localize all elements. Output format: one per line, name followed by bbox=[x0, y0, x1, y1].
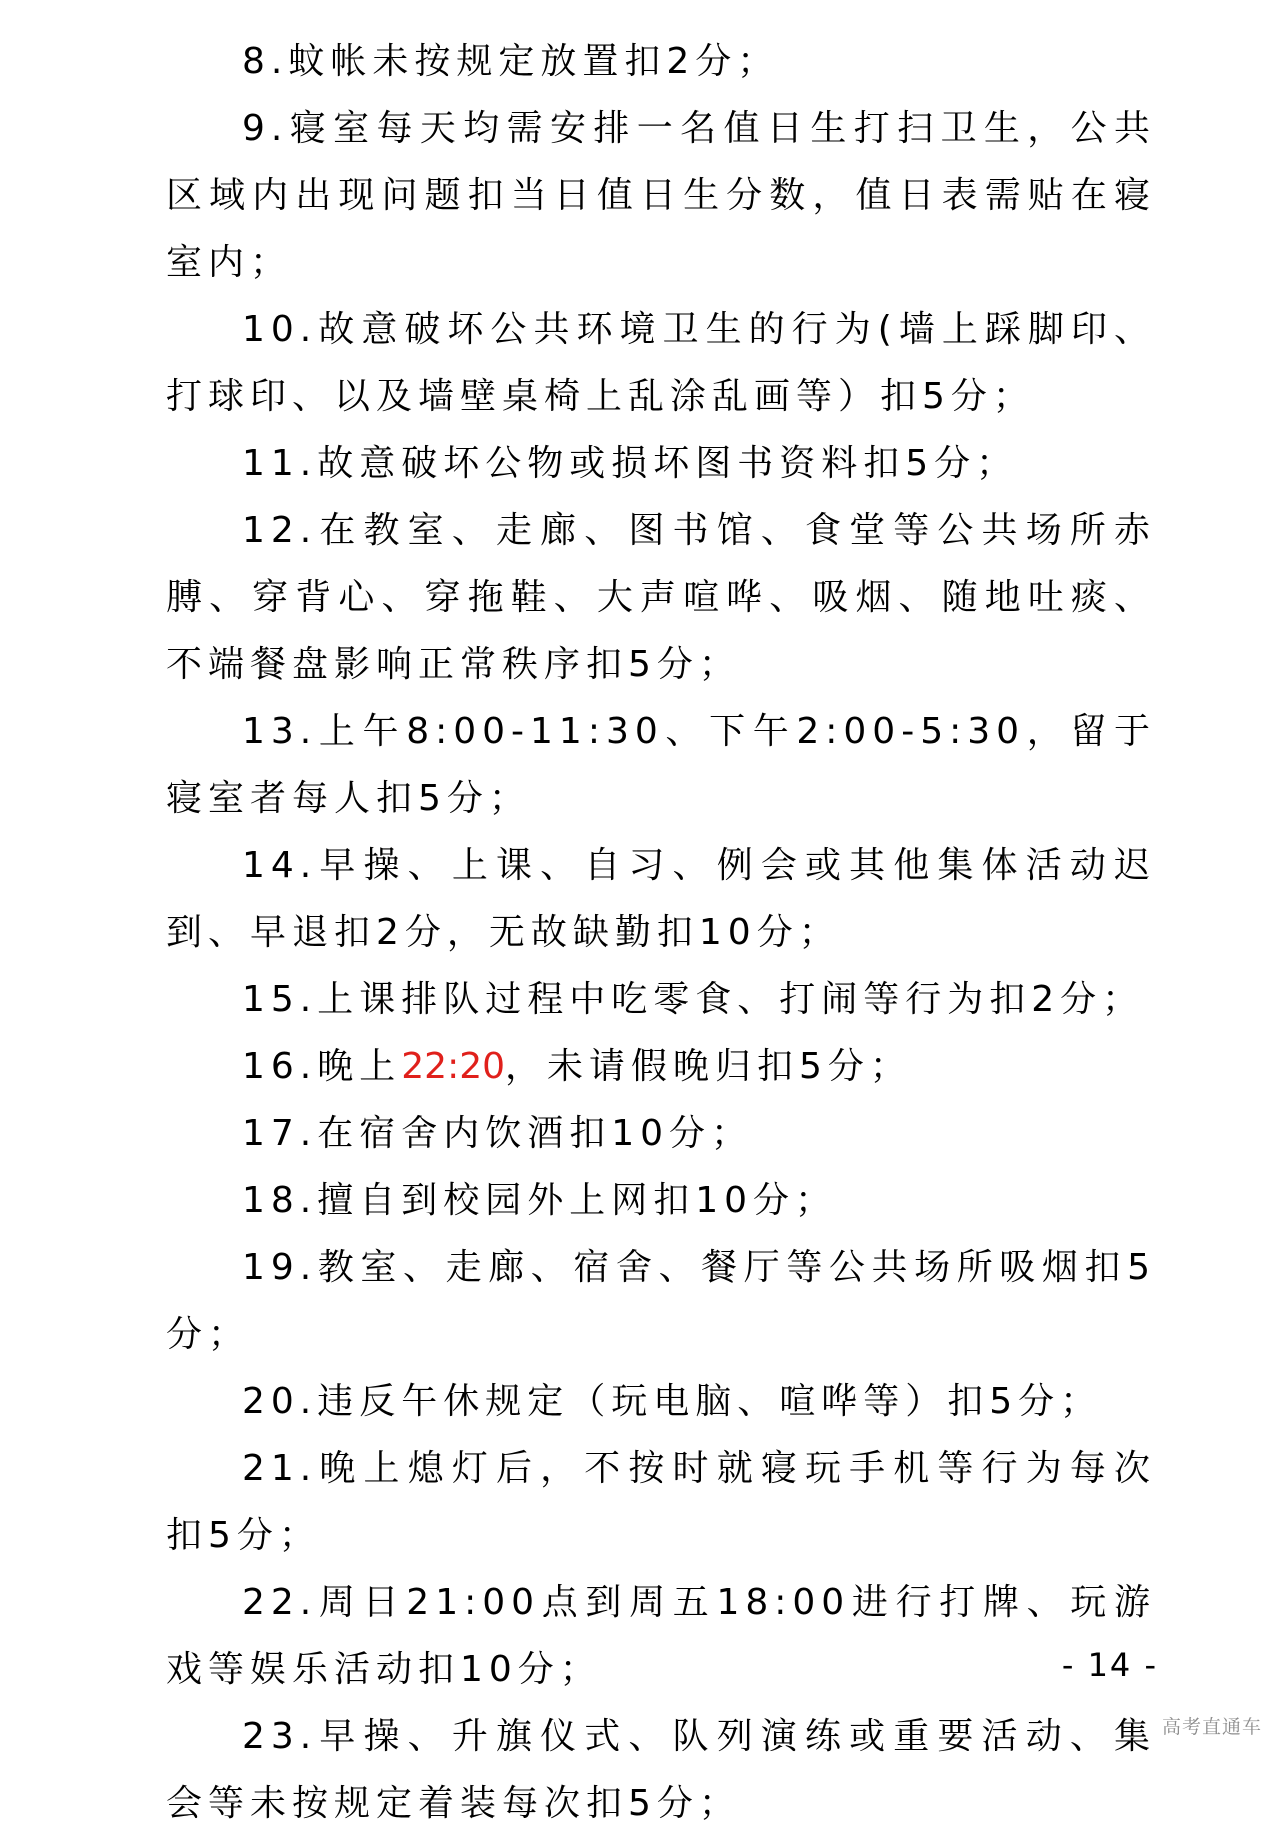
rule-item-15: 15.上课排队过程中吃零食、打闹等行为扣2分； bbox=[242, 979, 1145, 1020]
rule-item-16-suffix: ，未请假晚归扣5分； bbox=[505, 1046, 912, 1087]
page-number: - 14 - bbox=[1061, 1646, 1158, 1684]
rule-item-22: 22.周日21:00点到周五18:00进行打牌、玩游戏等娱乐活动扣10分； bbox=[166, 1582, 1156, 1690]
rule-item-18: 18.擅自到校园外上网扣10分； bbox=[242, 1180, 838, 1221]
rule-item-11: 11.故意破坏公物或损坏图书资料扣5分； bbox=[242, 443, 1019, 484]
rule-item-16 bbox=[166, 1033, 1156, 1100]
rule-item-16-prefix: 16.晚上 bbox=[242, 1046, 402, 1087]
rule-item-8: 8.蚊帐未按规定放置扣2分； bbox=[242, 41, 780, 82]
rule-item-13: 13.上午8:00-11:30、下午2:00-5:30，留于寝室者每人扣5分； bbox=[166, 711, 1156, 819]
rule-item-10: 10.故意破坏公共环境卫生的行为(墙上踩脚印、打球印、以及墙壁桌椅上乱涂乱画等）扣5分； bbox=[166, 309, 1156, 417]
watermark-text: 高考直通车 bbox=[1161, 1716, 1262, 1738]
rule-item-17: 17.在宿舍内饮酒扣10分； bbox=[242, 1113, 754, 1154]
curfew-time-highlight: 22:20 bbox=[401, 1046, 506, 1087]
document-body bbox=[166, 28, 1156, 1837]
rule-item-20: 20.违反午休规定（玩电脑、喧哗等）扣5分； bbox=[242, 1381, 1103, 1422]
rule-item-12: 12.在教室、走廊、图书馆、食堂等公共场所赤膊、穿背心、穿拖鞋、大声喧哗、吸烟、随地吐痰、不端餐盘影响正常秩序扣5分； bbox=[166, 510, 1156, 685]
rule-item-21: 21.晚上熄灯后，不按时就寝玩手机等行为每次扣5分； bbox=[166, 1448, 1156, 1556]
rule-item-14: 14.早操、上课、自习、例会或其他集体活动迟到、早退扣2分，无故缺勤扣10分； bbox=[166, 845, 1156, 953]
rule-item-9: 9.寝室每天均需安排一名值日生打扫卫生，公共区域内出现问题扣当日值日生分数，值日表需贴在寝室内； bbox=[166, 108, 1156, 283]
rule-item-23: 23.早操、升旗仪式、队列演练或重要活动、集会等未按规定着装每次扣5分； bbox=[166, 1716, 1156, 1824]
rule-item-19: 19.教室、走廊、宿舍、餐厅等公共场所吸烟扣5分； bbox=[166, 1247, 1156, 1355]
